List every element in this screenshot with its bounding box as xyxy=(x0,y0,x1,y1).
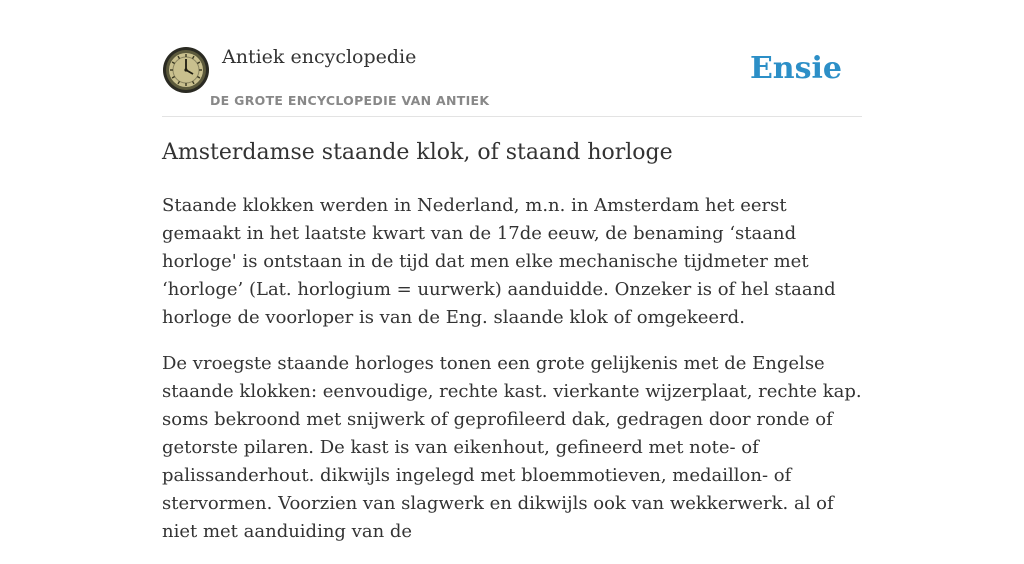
clock-face-icon[interactable] xyxy=(162,46,210,94)
site-subtitle: DE GROTE ENCYCLOPEDIE VAN ANTIEK xyxy=(210,93,490,108)
article-paragraph: Staande klokken werden in Nederland, m.n. in Amsterdam het eerst gemaakt in het laatste kwart van de 17de eeuw, de benaming ‘staand horloge' is ontstaan in de tijd dat men elke mechanische tijdmeter met ‘horloge’ (Lat. horlogium = uurwerk) aanduidde. Onzeker is of hel staand horloge de voorloper is van de Eng. slaande klok of omgekeerd. xyxy=(162,195,836,328)
article-body xyxy=(162,192,868,564)
site-title[interactable]: Antiek encyclopedie xyxy=(222,46,417,68)
article-paragraph: De vroegste staande horloges tonen een grote gelijkenis met de Engelse staande klokken: eenvoudige, rechte kast. vierkante wijzerplaat, rechte kap. soms bekroond met snijwerk of geprofileerd dak, gedragen door ronde of getorste pilaren. De kast is van eikenhout, gefineerd met note- of palissanderhout. dikwijls ingelegd met bloemmotieven, medaillon- of stervormen. Voorzien van slagwerk en dikwijls ook van wekkerwerk. al of niet met aanduiding van de xyxy=(162,353,862,542)
article-title: Amsterdamse staande klok, of staand horloge xyxy=(162,140,673,165)
site-header xyxy=(162,46,862,117)
brand-logo[interactable]: Ensie xyxy=(749,51,842,86)
